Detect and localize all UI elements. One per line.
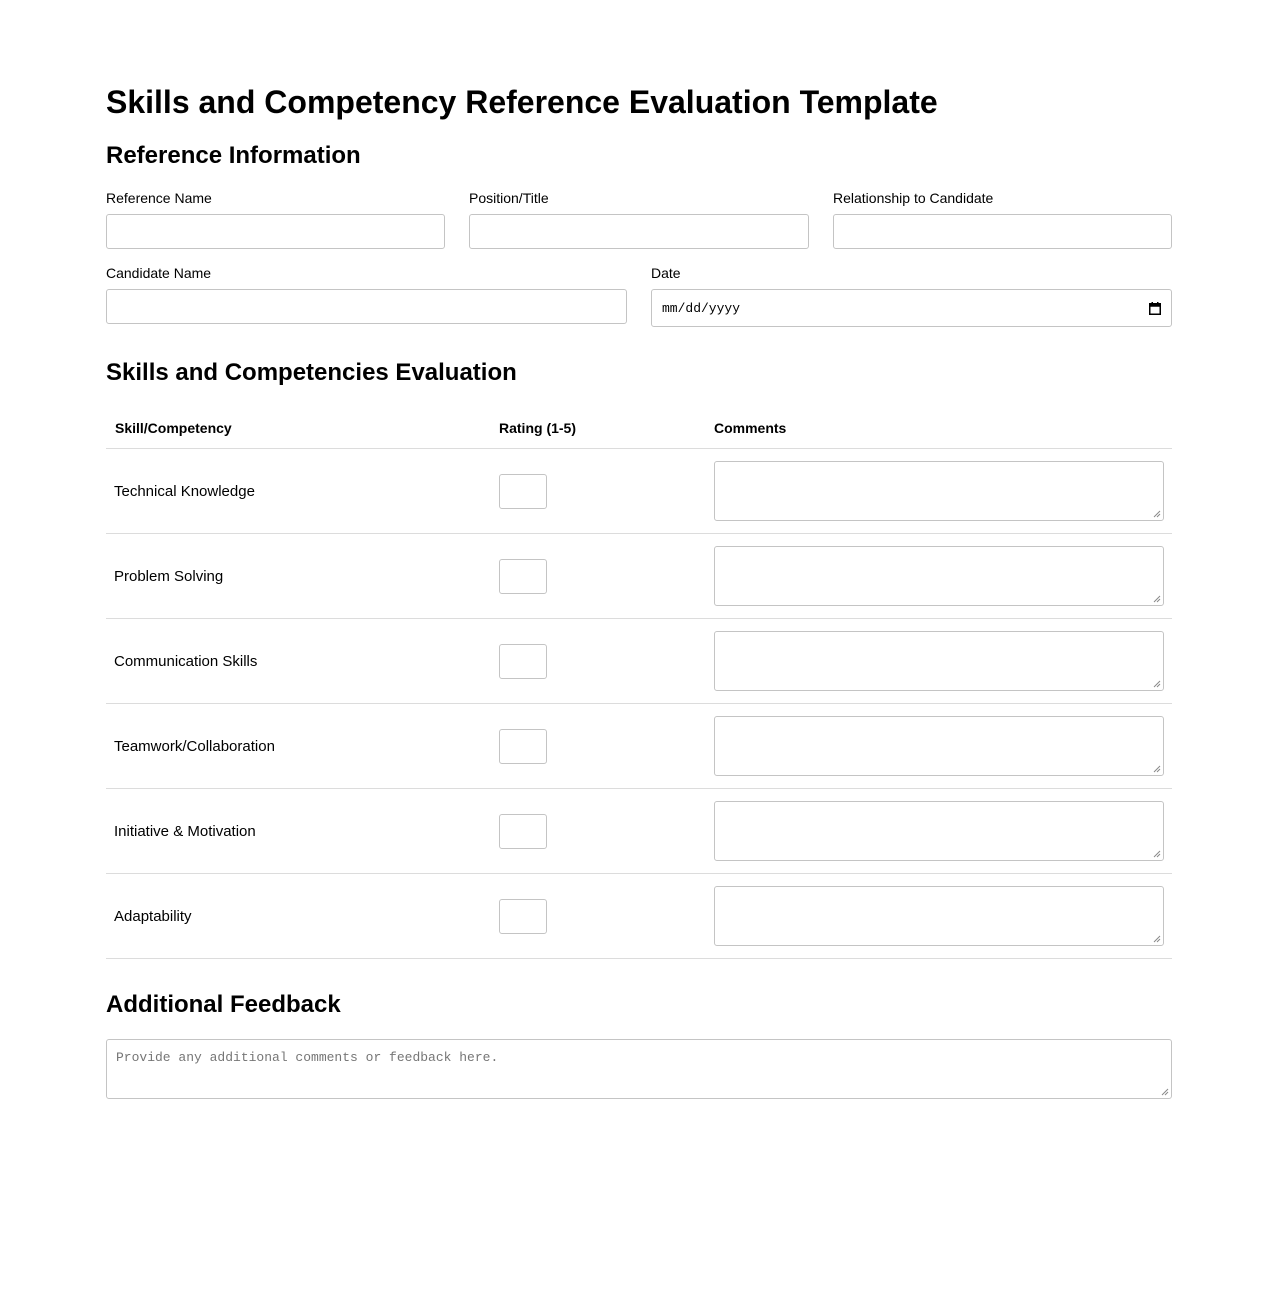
resize-grip-icon[interactable] — [1153, 850, 1161, 858]
skill-label: Initiative & Motivation — [114, 823, 256, 840]
reference-name-input[interactable] — [106, 214, 445, 249]
comment-textarea[interactable] — [714, 631, 1164, 691]
skill-label: Teamwork/Collaboration — [114, 738, 275, 755]
position-title-input[interactable] — [469, 214, 809, 249]
skill-label: Adaptability — [114, 908, 192, 925]
table-divider — [106, 448, 1172, 449]
rating-input[interactable] — [499, 729, 547, 764]
relationship-label: Relationship to Candidate — [833, 190, 994, 206]
rating-input[interactable] — [499, 559, 547, 594]
feedback-textarea[interactable] — [106, 1039, 1172, 1099]
row-divider — [106, 873, 1172, 874]
date-label: Date — [651, 265, 681, 281]
comment-textarea[interactable] — [714, 546, 1164, 606]
column-header-skill: Skill/Competency — [115, 420, 232, 436]
rating-input[interactable] — [499, 474, 547, 509]
resize-grip-icon[interactable] — [1153, 935, 1161, 943]
column-header-rating: Rating (1-5) — [499, 420, 576, 436]
position-title-label: Position/Title — [469, 190, 549, 206]
row-divider — [106, 533, 1172, 534]
comment-textarea[interactable] — [714, 461, 1164, 521]
calendar-icon[interactable] — [1149, 302, 1161, 315]
resize-grip-icon[interactable] — [1153, 595, 1161, 603]
comment-textarea[interactable] — [714, 801, 1164, 861]
rating-input[interactable] — [499, 644, 547, 679]
rating-input[interactable] — [499, 899, 547, 934]
relationship-input[interactable] — [833, 214, 1172, 249]
row-divider — [106, 618, 1172, 619]
row-divider — [106, 788, 1172, 789]
comment-textarea[interactable] — [714, 886, 1164, 946]
evaluation-heading: Skills and Competencies Evaluation — [106, 359, 517, 386]
row-divider — [106, 703, 1172, 704]
comment-textarea[interactable] — [714, 716, 1164, 776]
candidate-name-label: Candidate Name — [106, 265, 212, 281]
feedback-heading: Additional Feedback — [106, 991, 341, 1018]
rating-input[interactable] — [499, 814, 547, 849]
skill-label: Communication Skills — [114, 653, 258, 670]
column-header-comments: Comments — [714, 420, 787, 436]
resize-grip-icon[interactable] — [1161, 1088, 1169, 1096]
date-input[interactable] — [651, 289, 1172, 327]
resize-grip-icon[interactable] — [1153, 510, 1161, 518]
reference-info-heading: Reference Information — [106, 142, 361, 169]
candidate-name-input[interactable] — [106, 289, 627, 324]
skill-label: Problem Solving — [114, 568, 224, 585]
resize-grip-icon[interactable] — [1153, 765, 1161, 773]
row-divider — [106, 958, 1172, 959]
reference-name-label: Reference Name — [106, 190, 212, 206]
resize-grip-icon[interactable] — [1153, 680, 1161, 688]
skill-label: Technical Knowledge — [114, 483, 255, 500]
date-placeholder: mm/dd/yyyy — [662, 300, 741, 316]
feedback-placeholder: Provide any additional comments or feedback here. — [116, 1050, 499, 1065]
page-title: Skills and Competency Reference Evaluation Template — [106, 84, 938, 120]
